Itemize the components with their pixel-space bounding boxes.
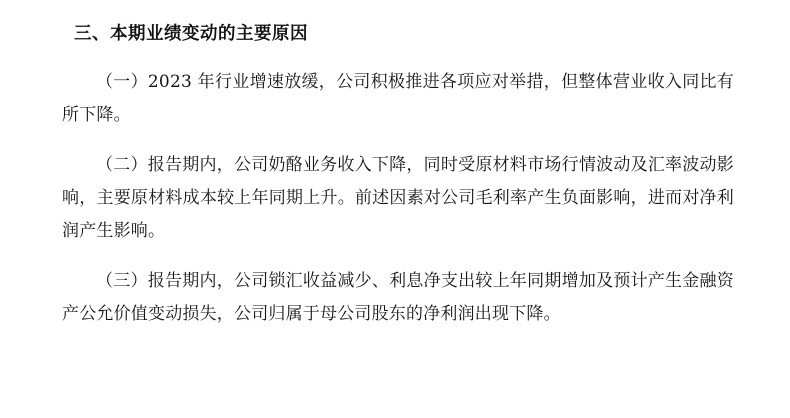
paragraph-two: （二）报告期内，公司奶酪业务收入下降，同时受原材料市场行情波动及汇率波动影响，主要原材料成本较上年同期上升。前述因素对公司毛利率产生负面影响，进而对净利润产生影响。 (62, 155, 734, 241)
paragraph-one: （一）2023 年行业增速放缓，公司积极推进各项应对举措，但整体营业收入同比有所下降。 (62, 72, 734, 125)
section-heading: 三、本期业绩变动的主要原因 (74, 24, 308, 44)
paragraph-three: （三）报告期内，公司锁汇收益减少、利息净支出较上年同期增加及预计产生金融资产公允价值变动损失，公司归属于母公司股东的净利润出现下降。 (62, 271, 734, 324)
